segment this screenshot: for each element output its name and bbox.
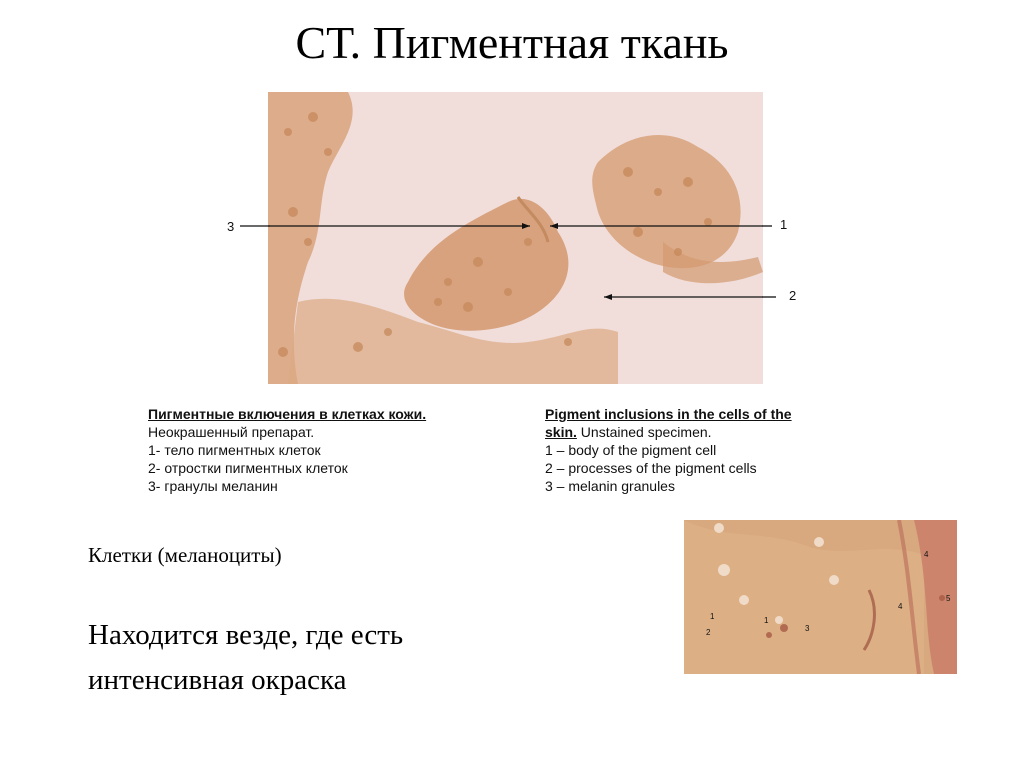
tissue-image <box>684 520 957 674</box>
slide-title: СТ. Пигментная ткань <box>295 17 729 68</box>
tissue-section-micrograph <box>684 520 957 674</box>
caption-ru-line: 2- отростки пигментных клеток <box>148 460 348 476</box>
body-line-2: интенсивная окраска <box>88 664 347 696</box>
caption-en-unstained: Unstained specimen. <box>576 424 712 440</box>
tissue-label: 3 <box>805 624 810 633</box>
caption-ru-line: 1- тело пигментных клеток <box>148 442 321 458</box>
label-1: 1 <box>780 217 788 232</box>
caption-english <box>545 405 895 495</box>
caption-en-line: 3 – melanin granules <box>545 478 675 494</box>
label-3: 3 <box>227 219 235 234</box>
caption-en-skin: skin. <box>545 424 577 440</box>
body-text <box>88 613 403 703</box>
caption-ru-line: 3- гранулы меланин <box>148 478 278 494</box>
pigment-cells-micrograph <box>268 92 763 384</box>
pointer-line-2 <box>762 295 776 301</box>
caption-en-heading: Pigment inclusions in the cells of the <box>545 406 792 422</box>
caption-ru-heading: Пигментные включения в клетках кожи. <box>148 406 427 422</box>
subtitle-melanocytes: Клетки (меланоциты) <box>88 543 282 567</box>
caption-en-line2 <box>545 423 895 441</box>
tissue-label: 4 <box>924 550 929 559</box>
tissue-label: 2 <box>706 628 711 637</box>
body-line-1: Находится везде, где есть <box>88 619 404 651</box>
pointer-line-3 <box>240 224 270 230</box>
pointer-line-1 <box>762 224 772 230</box>
tissue-label: 4 <box>898 602 903 611</box>
caption-en-line: 2 – processes of the pigment cells <box>545 460 757 476</box>
micrograph-image <box>268 92 763 384</box>
caption-ru-line: Неокрашенный препарат. <box>148 424 315 440</box>
tissue-label: 5 <box>946 594 951 603</box>
caption-russian <box>148 405 538 495</box>
label-2: 2 <box>789 288 797 303</box>
tissue-label: 1 <box>764 616 769 625</box>
tissue-label: 1 <box>710 612 715 621</box>
caption-en-line: 1 – body of the pigment cell <box>545 442 717 458</box>
